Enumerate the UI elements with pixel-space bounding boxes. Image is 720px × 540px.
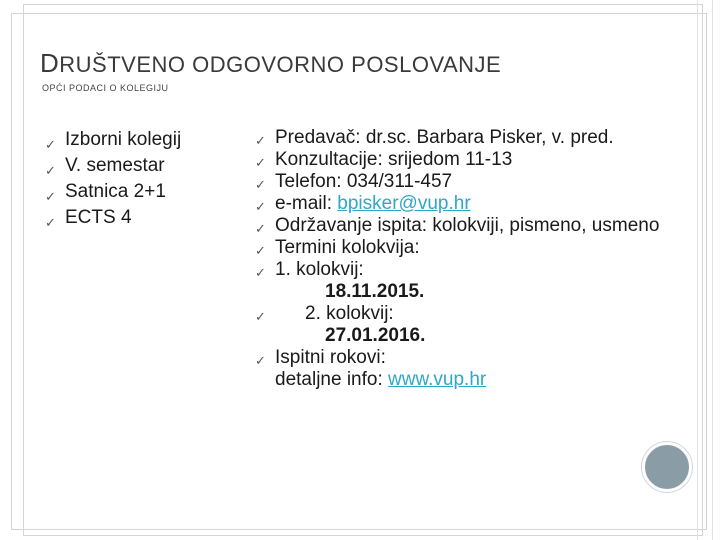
title-initial: D (40, 48, 60, 78)
email-link[interactable]: bpisker@vup.hr (337, 193, 471, 214)
exam-item (255, 215, 659, 237)
list-item-text: Izborni kolegij (65, 129, 182, 150)
list-item (45, 179, 181, 205)
checkmark-icon: ✓ (255, 353, 266, 368)
colloquium-1-date: 18.11.2015. (325, 281, 425, 302)
colloquium-2-item (255, 303, 659, 347)
terms-text: Termini kolokvija: (275, 237, 420, 258)
checkmark-icon: ✓ (255, 155, 266, 170)
checkmark-icon: ✓ (45, 215, 56, 230)
colloquium-2-date: 27.01.2016. (325, 325, 426, 346)
consultations-text: Konzultacije: srijedom 11-13 (275, 149, 513, 170)
list-item-text: V. semestar (65, 155, 165, 176)
checkmark-icon: ✓ (255, 133, 266, 148)
email-item (255, 193, 659, 215)
checkmark-icon: ✓ (45, 163, 56, 178)
list-item (45, 205, 181, 231)
course-details-list (255, 127, 659, 391)
checkmark-icon: ✓ (255, 221, 266, 236)
exam-text: Održavanje ispita: kolokviji, pismeno, usmeno (275, 215, 660, 236)
exam-terms-item (255, 347, 659, 391)
course-info-list (45, 127, 181, 231)
email-label: e-mail: (275, 193, 338, 214)
colloquium-2-label: 2. kolokvij: (305, 303, 394, 324)
list-item-text: Satnica 2+1 (65, 181, 166, 202)
checkmark-icon: ✓ (45, 137, 56, 152)
checkmark-icon: ✓ (255, 243, 266, 258)
title-rest: RUŠTVENO ODGOVORNO POSLOVANJE (59, 52, 502, 77)
website-link[interactable]: www.vup.hr (388, 369, 487, 390)
left-column (45, 127, 181, 231)
slide-side-bar (697, 0, 713, 540)
exam-terms-label: Ispitni rokovi: (275, 347, 386, 368)
list-item (45, 153, 181, 179)
checkmark-icon: ✓ (255, 309, 266, 324)
slide-subtitle: OPĆI PODACI O KOLEGIJU (42, 83, 169, 93)
checkmark-icon: ✓ (255, 265, 266, 280)
lecturer-item (255, 127, 659, 149)
lecturer-text: Predavač: dr.sc. Barbara Pisker, v. pred. (275, 127, 614, 148)
list-item (45, 127, 181, 153)
slide-title (40, 48, 501, 79)
phone-item (255, 171, 659, 193)
details-label: detaljne info: (275, 369, 389, 390)
colloquium-1-label: 1. kolokvij: (275, 259, 364, 280)
consultations-item (255, 149, 659, 171)
decorative-circle (642, 442, 692, 492)
colloquium-1-item (255, 259, 659, 303)
checkmark-icon: ✓ (255, 199, 266, 214)
right-column (255, 127, 659, 391)
checkmark-icon: ✓ (45, 189, 56, 204)
terms-item (255, 237, 659, 259)
phone-text: Telefon: 034/311-457 (275, 171, 453, 192)
list-item-text: ECTS 4 (65, 207, 132, 228)
checkmark-icon: ✓ (255, 177, 266, 192)
